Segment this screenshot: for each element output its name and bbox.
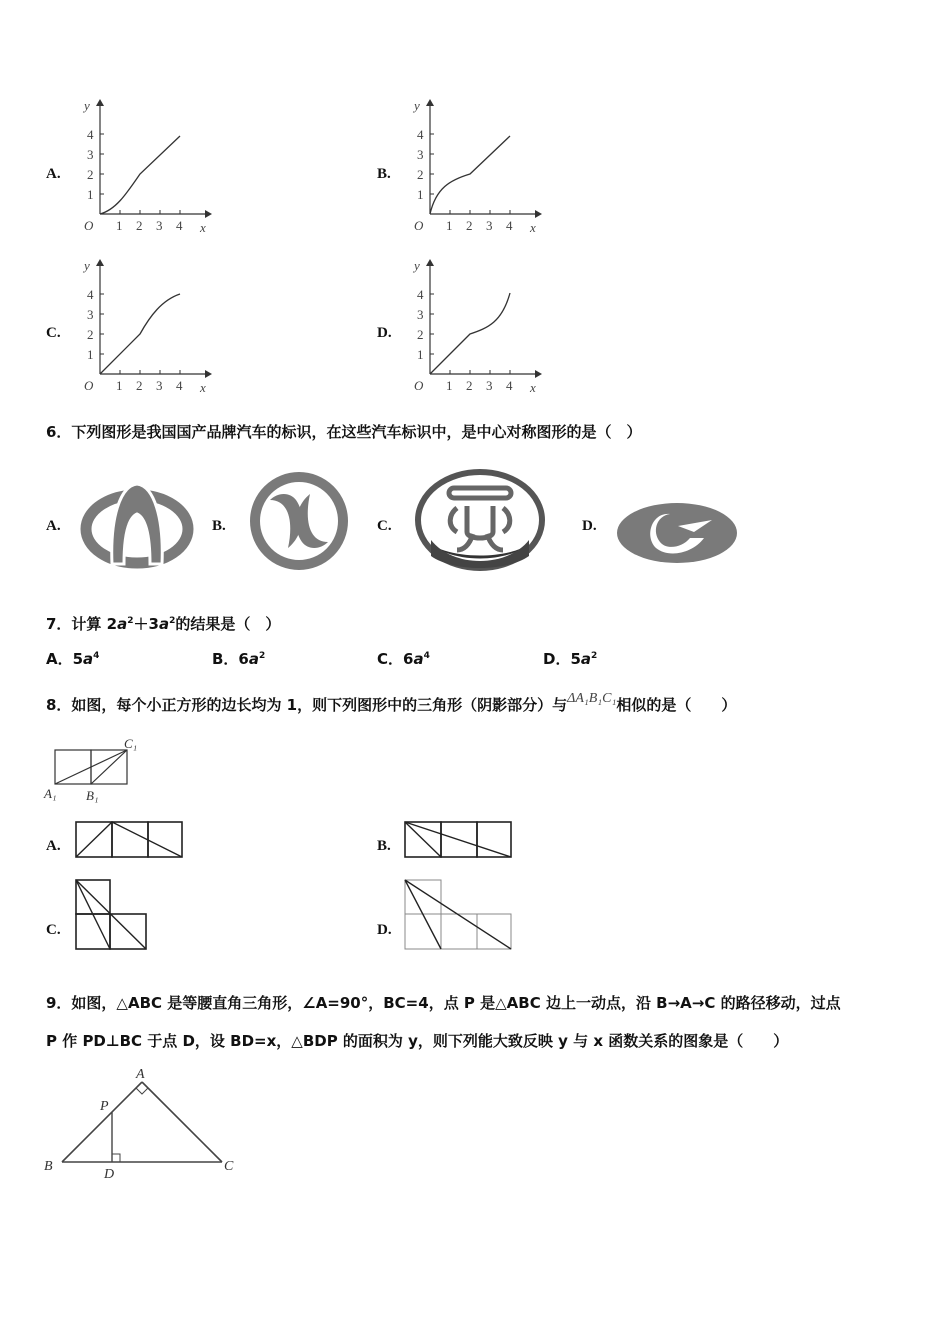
graph-curve	[430, 136, 510, 214]
q7-stem-prefix: 7．计算 2	[46, 615, 118, 633]
y-axis-label: y	[84, 258, 90, 273]
q8-option-d-label: D.	[377, 922, 392, 938]
x-tick-label: 3	[486, 378, 493, 393]
q8-option-b-figure	[403, 820, 515, 860]
y-tick-label: 2	[87, 327, 94, 342]
label-c1: C₁	[124, 736, 138, 751]
q8-stem	[46, 691, 737, 715]
q8-option-b-label: B.	[377, 838, 391, 854]
q7-option-b: B．$6a^2$	[212, 650, 266, 668]
label-c: C	[224, 1159, 234, 1174]
y-tick-label: 4	[417, 127, 424, 142]
x-tick-label: 4	[506, 378, 513, 393]
x-tick-label: 2	[466, 218, 473, 233]
x-axis-arrow	[205, 370, 212, 378]
q6-stem: 6．下列图形是我国国产品牌汽车的标识，在这些汽车标识中，是中心对称图形的是（ ）	[46, 423, 642, 441]
label-d: D	[104, 1167, 115, 1182]
car-logo-a	[80, 478, 195, 570]
q8-triangle-name: ΔA₁B₁C₁	[567, 691, 617, 706]
x-axis-label: x	[200, 220, 206, 235]
label-b: B	[44, 1159, 53, 1174]
q7-option-a: A．$5a^4$	[46, 650, 100, 668]
y-tick-label: 4	[87, 127, 94, 142]
y-axis-label: y	[414, 258, 420, 273]
origin-label: O	[414, 378, 424, 393]
origin-label: O	[84, 218, 94, 233]
q8-reference-figure	[40, 732, 160, 808]
y-tick-label: 4	[87, 287, 94, 302]
x-tick-label: 2	[136, 378, 143, 393]
x-tick-label: 1	[116, 218, 123, 233]
q5-option-c-label: C.	[46, 325, 61, 341]
q9-stem-line-1: 9．如图，△ABC 是等腰直角三角形，∠A=90°，BC=4，点 P 是△ABC 边上一动点，沿 B→A→C 的路径移动，过点	[46, 994, 841, 1012]
q7-exp: 2	[127, 616, 134, 626]
y-axis-arrow	[96, 259, 104, 266]
q5-graph-b	[400, 96, 545, 238]
y-axis-arrow	[426, 259, 434, 266]
y-axis-arrow	[426, 99, 434, 106]
q5-graph-c	[70, 256, 215, 398]
y-tick-label: 1	[87, 187, 94, 202]
q6-option-d-label: D.	[582, 518, 597, 534]
y-tick-label: 3	[417, 307, 424, 322]
q8-option-c-label: C.	[46, 922, 61, 938]
x-tick-label: 3	[156, 378, 163, 393]
x-tick-label: 3	[156, 218, 163, 233]
x-axis-label: x	[200, 380, 206, 395]
q8-option-d-figure	[403, 878, 515, 952]
q8-option-a-label: A.	[46, 838, 61, 854]
q7-exp: 2	[169, 616, 176, 626]
x-tick-label: 4	[176, 378, 183, 393]
y-tick-label: 1	[87, 347, 94, 362]
q5-graph-a	[70, 96, 215, 238]
q6-option-a-label: A.	[46, 518, 61, 534]
q7-option-d: D．$5a^2$	[543, 650, 598, 668]
graph-curve	[430, 293, 510, 374]
y-tick-label: 4	[417, 287, 424, 302]
x-axis-arrow	[535, 210, 542, 218]
x-axis-arrow	[535, 370, 542, 378]
x-tick-label: 1	[446, 378, 453, 393]
q5-option-d-label: D.	[377, 325, 392, 341]
y-tick-label: 1	[417, 347, 424, 362]
y-axis-label: y	[84, 98, 90, 113]
graph-curve	[100, 136, 180, 214]
q8-stem-prefix: 8．如图，每个小正方形的边长均为 1，则下列图形中的三角形（阴影部分）与	[46, 696, 568, 714]
x-axis-arrow	[205, 210, 212, 218]
q7-var: a	[117, 615, 128, 633]
y-tick-label: 2	[417, 167, 424, 182]
car-logo-c	[413, 466, 548, 574]
y-tick-label: 2	[87, 167, 94, 182]
q7-plus: ＋3	[133, 615, 159, 633]
x-tick-label: 2	[466, 378, 473, 393]
label-b1: B₁	[86, 788, 99, 803]
y-axis-label: y	[414, 98, 420, 113]
q9-triangle-figure	[40, 1062, 245, 1182]
q7-stem-suffix: 的结果是（ ）	[175, 615, 281, 633]
q8-stem-suffix: 相似的是（ ）	[616, 696, 737, 714]
y-tick-label: 3	[417, 147, 424, 162]
label-p: P	[100, 1099, 109, 1114]
q5-graph-d	[400, 256, 545, 398]
origin-label: O	[84, 378, 94, 393]
car-logo-d	[612, 498, 742, 568]
x-axis-label: x	[530, 220, 536, 235]
q6-option-b-label: B.	[212, 518, 226, 534]
q9-stem-line-2: P 作 PD⊥BC 于点 D，设 BD=x，△BDP 的面积为 y，则下列能大致反映 y 与 x 函数关系的图象是（ ）	[46, 1032, 789, 1050]
car-logo-b	[248, 470, 350, 572]
q7-option-c: C．$6a^4$	[377, 650, 430, 668]
graph-curve	[100, 294, 180, 374]
q8-option-a-figure	[74, 820, 186, 860]
y-tick-label: 3	[87, 147, 94, 162]
y-axis-arrow	[96, 99, 104, 106]
q6-option-c-label: C.	[377, 518, 392, 534]
label-a: A	[136, 1067, 145, 1082]
x-tick-label: 1	[116, 378, 123, 393]
x-axis-label: x	[530, 380, 536, 395]
origin-label: O	[414, 218, 424, 233]
y-tick-label: 2	[417, 327, 424, 342]
q8-option-c-figure	[74, 878, 150, 952]
x-tick-label: 4	[506, 218, 513, 233]
label-a1: A₁	[44, 786, 57, 801]
x-tick-label: 1	[446, 218, 453, 233]
y-tick-label: 3	[87, 307, 94, 322]
x-tick-label: 3	[486, 218, 493, 233]
q7-stem	[46, 613, 280, 634]
q5-option-b-label: B.	[377, 166, 391, 182]
q7-var: a	[158, 615, 170, 633]
x-tick-label: 4	[176, 218, 183, 233]
x-tick-label: 2	[136, 218, 143, 233]
y-tick-label: 1	[417, 187, 424, 202]
q5-option-a-label: A.	[46, 166, 61, 182]
